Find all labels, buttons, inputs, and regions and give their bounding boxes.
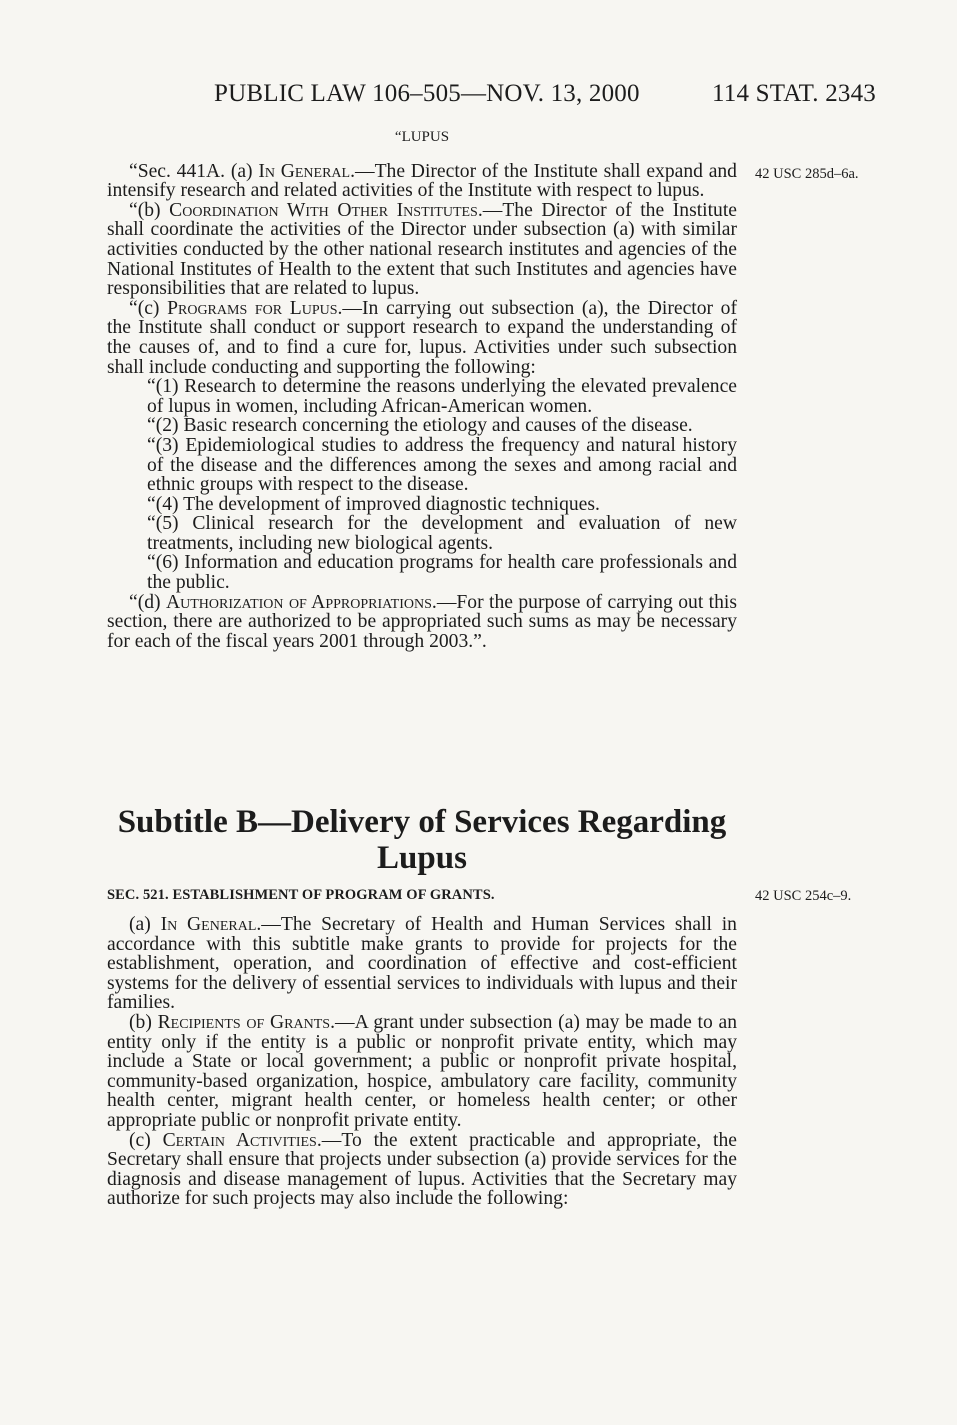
subsection-c-label: “(c) [129, 297, 168, 319]
sec-441a-subsection-b [107, 201, 737, 299]
sec-521-subsection-b [107, 1013, 737, 1131]
subsection-b-label: (b) [129, 1011, 158, 1033]
subsection-d-heading: Authorization of Appropriations. [165, 591, 437, 613]
subtitle-line-2: Lupus [377, 840, 467, 876]
sec-441a-label: “Sec. 441A. (a) [129, 160, 259, 182]
subsection-d-text: —For the purpose of carrying out this section, there are authorized to be appropriated such sums as may be necessary for each of the fiscal years 2001 through 2003.”. [107, 591, 737, 652]
sec-521-heading: SEC. 521. ESTABLISHMENT OF PROGRAM OF GRANTS. [107, 887, 495, 903]
list-item: “(1) Research to determine the reasons underlying the elevated prevalence of lupus in women, including African-American women. [147, 376, 737, 417]
subsection-d-label: “(d) [129, 591, 166, 613]
subsection-c-text: —In carrying out subsection (a), the Director of the Institute shall conduct or support research to expand the understanding of the causes of, and to find a cure for, lupus. Activities under such subsection shall include conducting and supporting the following: [107, 297, 737, 378]
subsection-b-heading: Coordination With Other Institutes. [169, 199, 483, 221]
part-heading: “LUPUS [394, 129, 450, 145]
subsection-c-heading: Programs for Lupus. [167, 297, 343, 319]
sec-441a-subsection-c [107, 299, 737, 377]
subsection-c-heading: Certain Activities. [162, 1129, 322, 1151]
margin-note-441a: 42 USC 285d–6a. [755, 166, 859, 182]
list-item: “(2) Basic research concerning the etiology and causes of the disease. [147, 415, 693, 437]
header-stat-page: 114 STAT. 2343 [712, 80, 876, 107]
sec-521-subsection-c [107, 1131, 737, 1209]
list-item: “(3) Epidemiological studies to address the frequency and natural history of the disease and the differences among the sexes and among racial and ethnic groups with respect to the disease. [147, 434, 737, 496]
subsection-b-heading: Recipients of Grants. [157, 1011, 335, 1033]
subsection-b-text: —The Director of the Institute shall coordinate the activities of the Director under subsection (a) with similar activities conducted by the other national research institutes and agencies of the National Institutes of Health to the extent that such Institutes and agencies have responsibilities that are related to lupus. [107, 199, 737, 300]
subsection-c-label: (c) [129, 1129, 163, 1151]
subsection-a-text: —The Director of the Institute shall expand and intensify research and related activities of the Institute with respect to lupus. [107, 160, 737, 202]
list-item: “(5) Clinical research for the development and evaluation of new treatments, including new biological agents. [147, 513, 737, 554]
sec-441a-block [107, 128, 737, 651]
list-item: “(6) Information and education programs for health care professionals and the public. [147, 552, 737, 594]
sec-521-block [107, 915, 737, 1209]
subsection-c-text: —To the extent practicable and appropriate, the Secretary shall ensure that projects under subsection (a) provide services for the diagnosis and disease management of lupus. Activities that the Secretary may authorize for such projects may also include the following: [107, 1129, 737, 1210]
subtitle-heading [107, 804, 737, 876]
subsection-a-text: —The Secretary of Health and Human Services shall in accordance with this subtitle make grants to provide for projects for the establishment, operation, and coordination of effective and cost-efficient systems for the delivery of essential services to individuals with lupus and their families. [107, 914, 737, 1014]
sec-521-subsection-a [107, 915, 737, 1013]
sec-441a-subsection-a [107, 162, 737, 201]
subsection-b-label: “(b) [129, 199, 170, 221]
margin-note-521: 42 USC 254c–9. [755, 888, 852, 904]
subtitle-line-1: Subtitle B—Delivery of Services Regarding [117, 804, 727, 840]
subsection-a-label: (a) [129, 914, 161, 935]
subsection-a-heading: In General. [160, 914, 262, 935]
header-law-citation: PUBLIC LAW 106–505—NOV. 13, 2000 [214, 80, 640, 107]
subsection-b-text: —A grant under subsection (a) may be made to an entity only if the entity is a public or nonprofit private entity, which may include a State or local government; a public or nonprofit private hospital, community-based organization, hospice, ambulatory care facility, community health center, migrant health center, or homeless health center; or other appropriate public or nonprofit private entity. [107, 1011, 737, 1131]
list-item: “(4) The development of improved diagnostic techniques. [147, 493, 600, 515]
sec-441a-subsection-d [107, 593, 737, 652]
subsection-a-heading: In General. [258, 160, 355, 182]
